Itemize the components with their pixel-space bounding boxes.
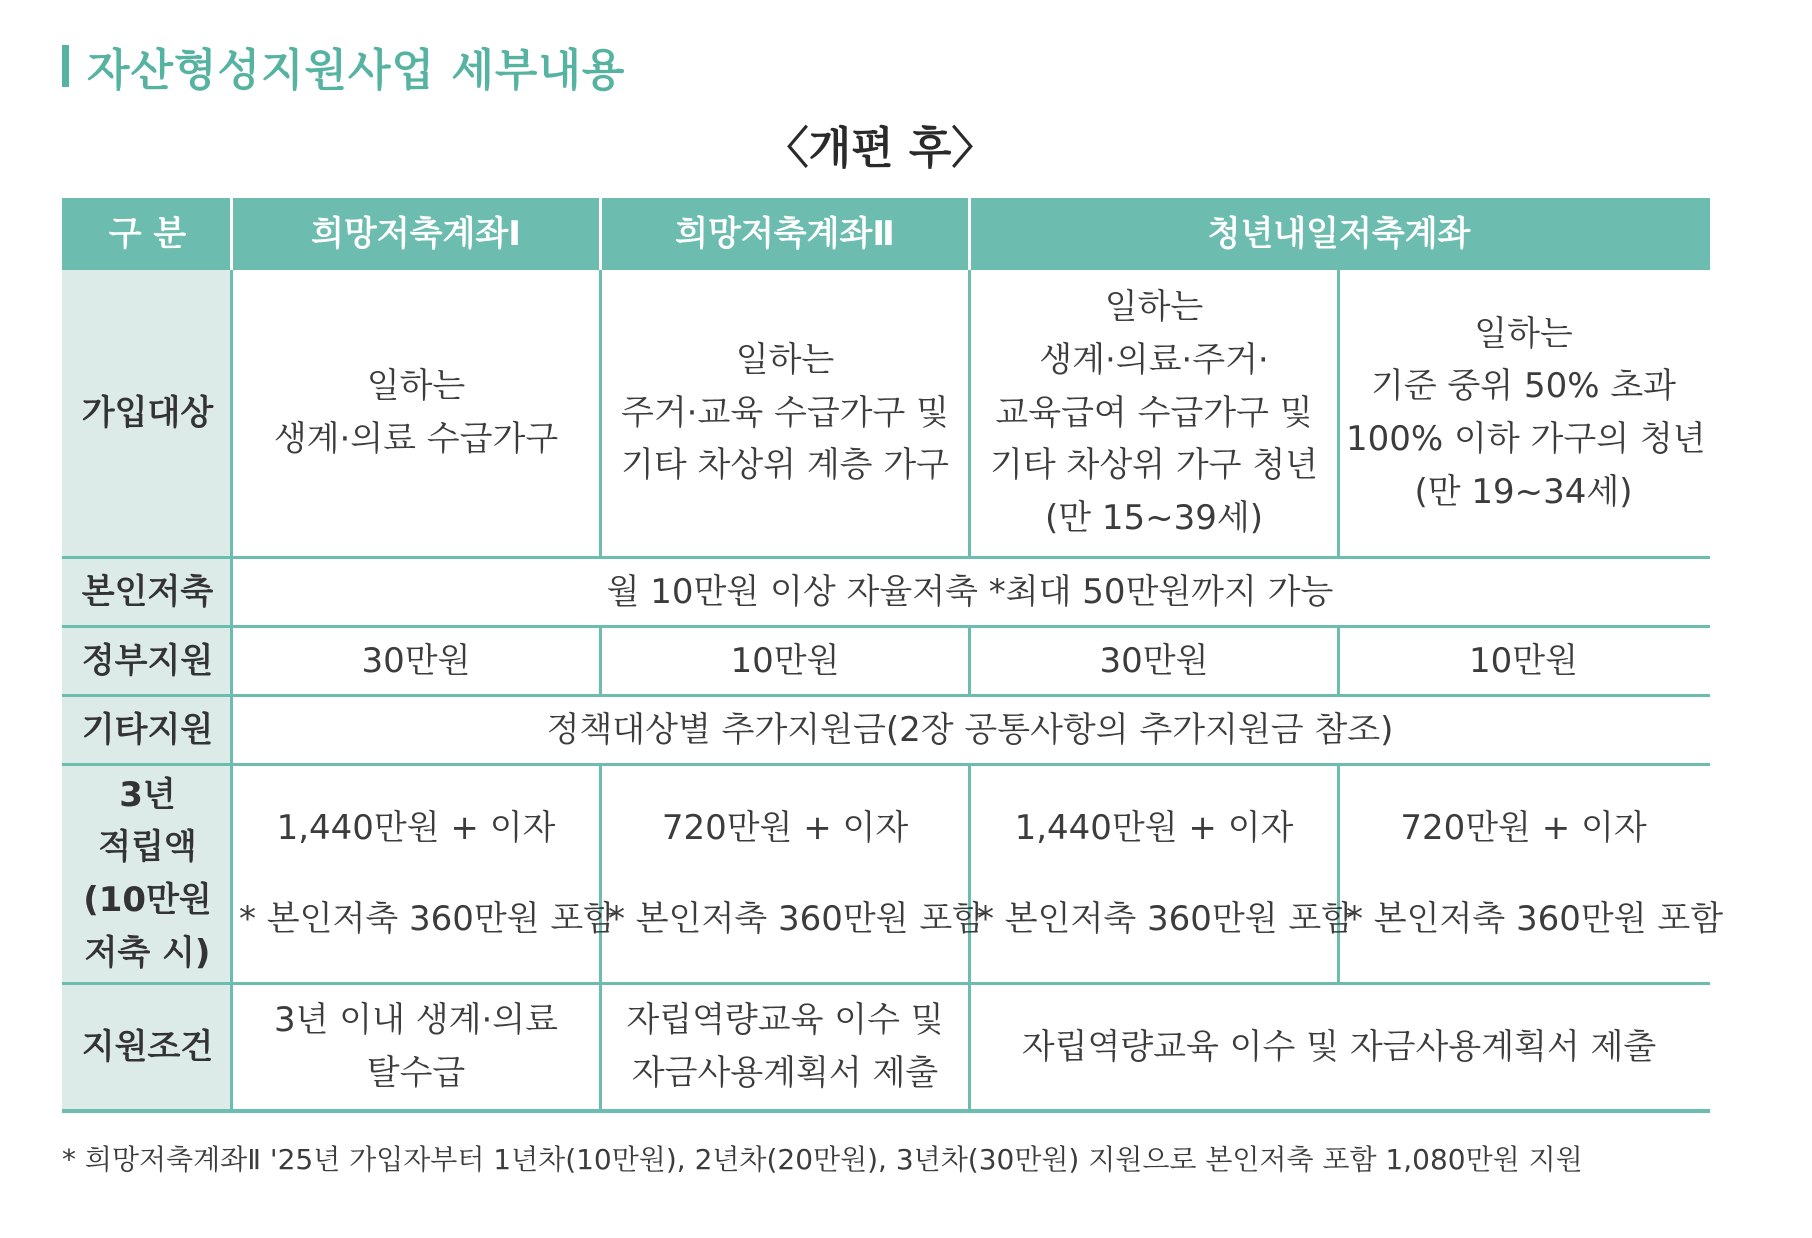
cell-gov-1: 30만원 — [232, 627, 601, 696]
row-label-other-support: 기타지원 — [64, 696, 232, 765]
table-row-total — [64, 765, 1709, 984]
table-row-conditions — [64, 984, 1709, 1112]
cell-total-3: 1,440만원 + 이자 * 본인저축 360만원 포함 — [970, 765, 1339, 984]
cell-gov-3: 30만원 — [970, 627, 1339, 696]
cell-self-saving: 월 10만원 이상 자율저축 *최대 50만원까지 가능 — [232, 558, 1709, 627]
row-label-conditions: 지원조건 — [64, 984, 232, 1112]
subtitle: 〈개편 후〉 — [764, 123, 996, 174]
cell-cond-34: 자립역량교육 이수 및 자금사용계획서 제출 — [970, 984, 1709, 1112]
cell-cond-1: 3년 이내 생계·의료 탈수급 — [232, 984, 601, 1112]
heading-title: 자산형성지원사업 세부내용 — [87, 45, 626, 96]
table-row-self-saving — [64, 558, 1709, 627]
table-row-other-support — [64, 696, 1709, 765]
table-header-row — [64, 198, 1709, 270]
cell-target-4: 일하는 기준 중위 50% 초과 100% 이하 가구의 청년 (만 19~34세) — [1339, 270, 1709, 558]
header-category: 구 분 — [64, 198, 232, 270]
header-hope-account-1: 희망저축계좌Ⅰ — [232, 198, 601, 270]
cell-other-support: 정책대상별 추가지원금(2장 공통사항의 추가지원금 참조) — [232, 696, 1709, 765]
cell-total-4: 720만원 + 이자 * 본인저축 360만원 포함 — [1339, 765, 1709, 984]
cell-target-2: 일하는 주거·교육 수급가구 및 기타 차상위 계층 가구 — [601, 270, 970, 558]
cell-gov-4: 10만원 — [1339, 627, 1709, 696]
table-row-target — [64, 270, 1709, 558]
row-label-total: 3년 적립액 (10만원 저축 시) — [64, 765, 232, 984]
cell-gov-2: 10만원 — [601, 627, 970, 696]
row-label-gov-support: 정부지원 — [64, 627, 232, 696]
cell-target-1: 일하는 생계·의료 수급가구 — [232, 270, 601, 558]
cell-total-1: 1,440만원 + 이자 * 본인저축 360만원 포함 — [232, 765, 601, 984]
cell-total-2: 720만원 + 이자 * 본인저축 360만원 포함 — [601, 765, 970, 984]
row-label-target: 가입대상 — [64, 270, 232, 558]
header-youth-account: 청년내일저축계좌 — [970, 198, 1709, 270]
row-label-self-saving: 본인저축 — [64, 558, 232, 627]
cell-cond-2: 자립역량교육 이수 및 자금사용계획서 제출 — [601, 984, 970, 1112]
program-table — [62, 198, 1724, 1113]
table-row-gov-support — [64, 627, 1709, 696]
heading-accent-bar — [62, 45, 69, 87]
cell-target-3: 일하는 생계·의료·주거· 교육급여 수급가구 및 기타 차상위 가구 청년 (만 15~39세) — [970, 270, 1339, 558]
footnote: * 희망저축계좌Ⅱ '25년 가입자부터 1년차(10만원), 2년차(20만원), 3년차(30만원) 지원으로 본인저축 포함 1,080만원 지원 — [62, 1143, 1583, 1176]
header-hope-account-2: 희망저축계좌Ⅱ — [601, 198, 970, 270]
section-heading — [62, 34, 625, 98]
